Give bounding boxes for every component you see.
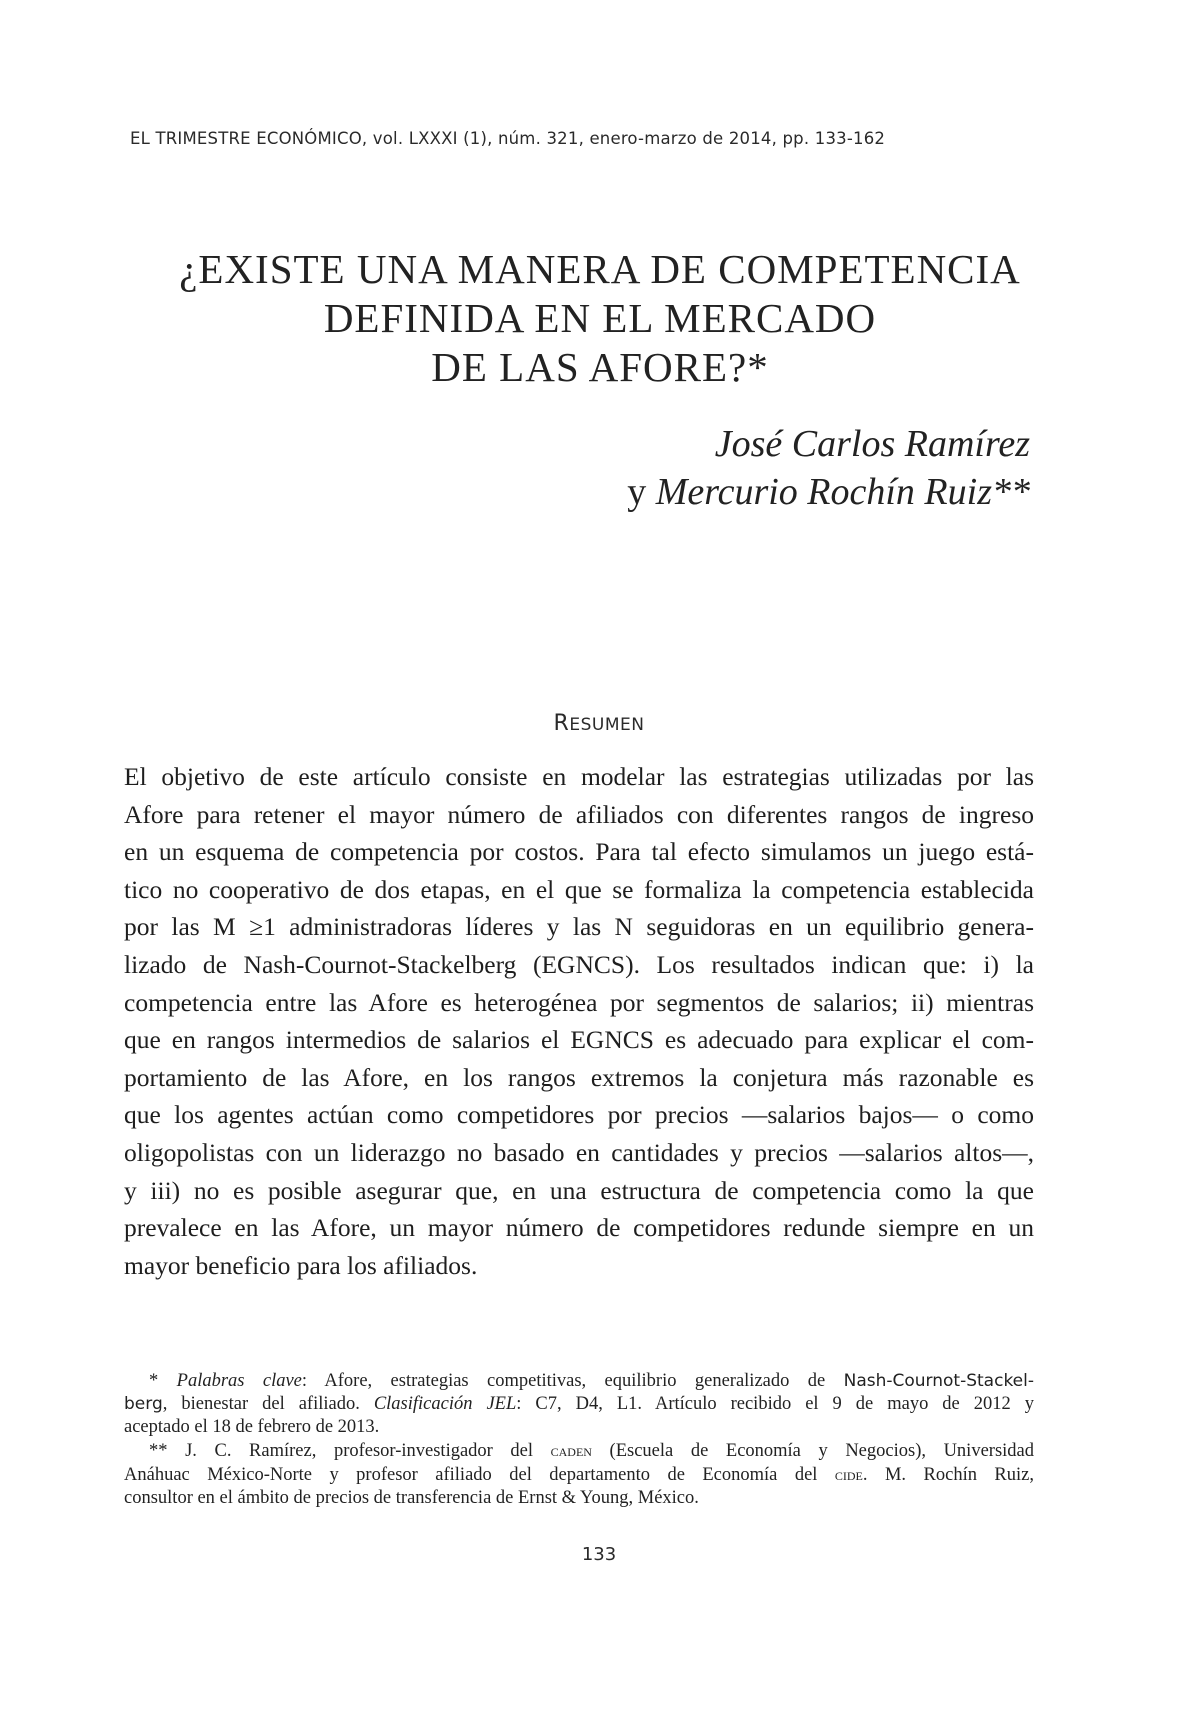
author-conjunction: y [627, 471, 656, 513]
article-title [120, 245, 1080, 392]
footnote-text: berg [124, 1394, 163, 1414]
footnote-line: consultor en el ámbito de precios de transferencia de Ernst & Young, México. [124, 1488, 699, 1508]
footnote-text: : C7, D4, L1. Artículo recibido el 9 de mayo de 2012 y [516, 1394, 1034, 1414]
title-line: DEFINIDA EN EL MERCADO [323, 295, 877, 341]
abstract-line: que los agentes actúan como competidores por precios —salarios bajos— o como [124, 1100, 1034, 1130]
abstract-heading-initial: R [553, 711, 570, 736]
footnote-acronym: caden [550, 1441, 592, 1460]
page-number: 133 [581, 1544, 617, 1565]
abstract-line: competencia entre las Afore es heterogénea por segmentos de salarios; ii) mientras [124, 987, 1034, 1017]
author-name: Mercurio Rochín Ruiz** [655, 471, 1030, 513]
abstract-body [124, 758, 1034, 1284]
abstract-line: en un esquema de competencia por costos. Para tal efecto simulamos un juego está- [124, 837, 1034, 867]
footnote-line [124, 1393, 1034, 1416]
abstract-line: y iii) no es posible asegurar que, en una estructura de competencia como la que [124, 1175, 1034, 1205]
footnote-text: Nash-Cournot-Stackel- [843, 1371, 1034, 1391]
abstract-heading-rest: ESUMEN [569, 715, 645, 735]
abstract-line: El objetivo de este artículo consiste en modelar las estrategias utilizadas por las [124, 762, 1034, 791]
footnote-text: , bienestar del afiliado. [162, 1394, 374, 1414]
footnote-affiliations [124, 1439, 1034, 1510]
footnote-line: aceptado el 18 de febrero de 2013. [124, 1417, 380, 1437]
authors [627, 420, 1030, 516]
footnote-marker: * [149, 1371, 177, 1391]
footnote-keywords [124, 1370, 1034, 1439]
abstract-line: oligopolistas con un liderazgo no basado en cantidades y precios —salarios altos—, [124, 1137, 1034, 1167]
abstract-heading [0, 711, 1198, 736]
footnote-text: : Afore, estrategias competitivas, equilibrio generalizado de [301, 1371, 844, 1391]
abstract-line: tico no cooperativo de dos etapas, en el que se formaliza la competencia establecida [124, 874, 1034, 904]
footnote-text: . M. Rochín Ruiz, [862, 1465, 1034, 1485]
abstract-line: que en rangos intermedios de salarios el EGNCS es adecuado para explicar el com- [124, 1025, 1034, 1055]
footnote-text: Anáhuac México-Norte y profesor afiliado del departamento de Economía del [124, 1465, 835, 1485]
abstract-line: Afore para retener el mayor número de afiliados con diferentes rangos de ingreso [124, 799, 1034, 829]
footnotes [124, 1370, 1034, 1510]
footnote-label: Palabras clave [176, 1371, 302, 1391]
footnote-acronym: cide [834, 1465, 863, 1484]
abstract-line: prevalece en las Afore, un mayor número de competidores redunde siempre en un [124, 1213, 1034, 1243]
footnote-text: ** J. C. Ramírez, profesor-investigador del [149, 1441, 551, 1461]
footnote-label: Clasificación JEL [373, 1394, 517, 1414]
abstract-line: mayor beneficio para los afiliados. [124, 1250, 478, 1280]
author-line [627, 420, 1030, 468]
abstract-line: lizado de Nash-Cournot-Stackelberg (EGNCS). Los resultados indican que: i) la [124, 949, 1034, 979]
running-head: EL TRIMESTRE ECONÓMICO, vol. LXXXI (1), núm. 321, enero-marzo de 2014, pp. 133-162 [130, 129, 886, 148]
footnote-line [124, 1439, 1034, 1463]
footnote-line [124, 1463, 1034, 1487]
title-line: ¿EXISTE UNA MANERA DE COMPETENCIA [179, 246, 1021, 292]
title-line: DE LAS AFORE?* [431, 344, 769, 390]
footnote-line [124, 1370, 1034, 1393]
footnote-text: (Escuela de Economía y Negocios), Universidad [591, 1441, 1034, 1461]
author-name: José Carlos Ramírez [714, 423, 1030, 465]
abstract-line: por las M ≥1 administradoras líderes y las N seguidoras en un equilibrio genera- [124, 912, 1034, 942]
abstract-line: portamiento de las Afore, en los rangos extremos la conjetura más razonable es [124, 1062, 1034, 1092]
author-line [627, 468, 1030, 516]
